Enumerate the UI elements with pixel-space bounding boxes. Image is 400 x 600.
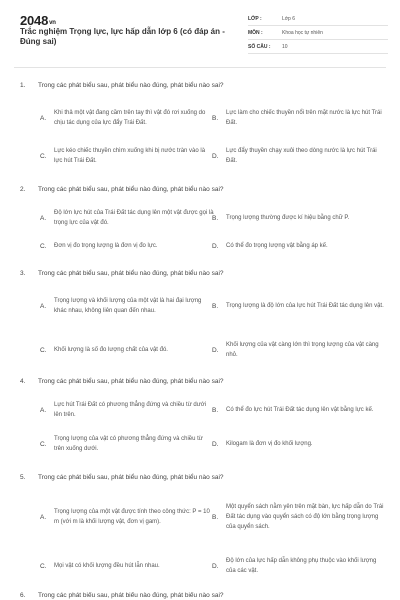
option-text: Trọng lượng là độ lớn của lực hút Trái Đất tác dụng lên vật. [226, 303, 384, 309]
option-letter: D. [212, 152, 219, 160]
option-letter: A. [40, 114, 47, 122]
option-text: Độ lớn của lực hấp dẫn không phụ thuộc vào khối lượng của các vật. [226, 558, 377, 574]
option-text: Trọng lượng của một vật được tính theo công thức: P = 10 m (với m là khối lượng vật, đơn vị gam). [54, 509, 210, 525]
question-stem [20, 186, 224, 193]
option-letter: C. [40, 346, 47, 354]
page-header [0, 0, 400, 64]
question-number: 5. [20, 474, 26, 481]
option-text: Độ lớn lực hút của Trái Đất tác dụng lên một vật được gọi là trọng lực của vật đó. [54, 210, 214, 226]
question-text: Trong các phát biểu sau, phát biểu nào đúng, phát biểu nào sai? [38, 378, 224, 385]
question-number: 1. [20, 82, 26, 89]
question-5 [0, 474, 400, 584]
option-letter: A. [40, 513, 47, 521]
quiz-meta [248, 13, 388, 54]
option-c[interactable] [38, 239, 214, 253]
option-text: Trọng lượng thường được kí hiệu bằng chữ P. [226, 215, 350, 221]
option-c[interactable] [38, 338, 214, 362]
option-b[interactable] [210, 206, 386, 230]
option-d[interactable] [210, 239, 386, 253]
meta-row-subject [248, 27, 388, 40]
question-6 [0, 592, 400, 600]
option-a[interactable] [38, 496, 214, 538]
meta-row-class [248, 13, 388, 26]
option-c[interactable] [38, 144, 214, 168]
option-text: Một quyển sách nằm yên trên mặt bàn, lực hấp dẫn do Trái Đất tác dụng vào quyển sách có độ lớn bằng trọng lượng của quyển sách. [226, 504, 384, 530]
option-letter: B. [212, 214, 219, 222]
option-text: Lực làm cho chiếc thuyền nổi trên mặt nước là lực hút Trái Đất. [226, 110, 382, 126]
option-text: Mọi vật có khối lượng đều hút lẫn nhau. [54, 563, 160, 569]
option-a[interactable] [38, 290, 214, 322]
option-b[interactable] [210, 102, 386, 134]
question-stem [20, 474, 224, 481]
option-letter: B. [212, 302, 219, 310]
option-text: Lực kéo chiếc thuyền chìm xuống khi bị nước tràn vào là lực hút Trái Đất. [54, 148, 206, 164]
meta-label: SỐ CÂU : [248, 44, 271, 50]
meta-label: LỚP : [248, 16, 262, 22]
option-text: Trọng lượng và khối lượng của một vật là hai đại lượng khác nhau, không liên quan đến nhau. [54, 298, 202, 314]
option-text: Đơn vị đo trọng lượng là đơn vị đo lực. [54, 243, 158, 249]
option-letter: A. [40, 302, 47, 310]
option-text: Lực hút Trái Đất có phương thẳng đứng và chiều từ dưới lên trên. [54, 402, 207, 418]
header-divider [14, 67, 386, 68]
page-title: Trắc nghiệm Trọng lực, lực hấp dẫn lớp 6 (có đáp án - Đúng sai) [20, 27, 225, 46]
option-letter: C. [40, 562, 47, 570]
option-letter: B. [212, 406, 219, 414]
option-text: Có thể đo trọng lượng vật bằng áp kế. [226, 243, 328, 249]
question-number: 3. [20, 270, 26, 277]
meta-row-count [248, 41, 388, 54]
question-stem [20, 378, 224, 385]
question-text: Trong các phát biểu sau, phát biểu nào đúng, phát biểu nào sai? [38, 82, 224, 89]
option-text: Khối lượng của vật càng lớn thì trọng lượng của vật càng nhỏ. [226, 342, 379, 358]
option-d[interactable] [210, 144, 386, 168]
question-4 [0, 378, 400, 468]
option-letter: B. [212, 513, 219, 521]
question-number: 6. [20, 592, 26, 599]
question-3 [0, 270, 400, 370]
option-b[interactable] [210, 398, 386, 422]
option-d[interactable] [210, 432, 386, 456]
question-text: Trong các phát biểu sau, phát biểu nào đúng, phát biểu nào sai? [38, 474, 224, 481]
option-a[interactable] [38, 398, 214, 422]
option-letter: A. [40, 406, 47, 414]
option-b[interactable] [210, 496, 386, 538]
question-text: Trong các phát biểu sau, phát biểu nào đúng, phát biểu nào sai? [38, 592, 224, 599]
option-d[interactable] [210, 338, 386, 362]
question-stem [20, 270, 224, 277]
option-letter: D. [212, 440, 219, 448]
question-1 [0, 82, 400, 182]
question-stem [20, 592, 224, 599]
question-2 [0, 186, 400, 266]
meta-value: Khoa học tự nhiên [282, 30, 323, 36]
meta-value: 10 [282, 44, 288, 50]
option-text: Khi thả một vật đang cầm trên tay thì vật đó rơi xuống do chịu tác dụng của lực đẩy Trái Đất. [54, 110, 206, 126]
option-letter: D. [212, 346, 219, 354]
logo-text: 2048 [20, 13, 49, 28]
question-stem [20, 82, 224, 89]
option-d[interactable] [210, 554, 386, 578]
option-letter: C. [40, 152, 47, 160]
option-text: Có thể đo lực hút Trái Đất tác dụng lên vật bằng lực kế. [226, 407, 374, 413]
meta-label: MÔN : [248, 30, 263, 36]
option-letter: C. [40, 242, 47, 250]
question-text: Trong các phát biểu sau, phát biểu nào đúng, phát biểu nào sai? [38, 186, 224, 193]
option-letter: B. [212, 114, 219, 122]
option-letter: D. [212, 242, 219, 250]
option-c[interactable] [38, 554, 214, 578]
site-logo[interactable] [20, 13, 56, 28]
option-a[interactable] [38, 102, 214, 134]
option-b[interactable] [210, 290, 386, 322]
option-text: Lực đẩy thuyền chạy xuôi theo dòng nước là lực hút Trái Đất. [226, 148, 377, 164]
option-text: Kilogam là đơn vị đo khối lượng. [226, 441, 313, 447]
option-letter: C. [40, 440, 47, 448]
option-c[interactable] [38, 432, 214, 456]
option-text: Trọng lượng của vật có phương thẳng đứng và chiều từ trên xuống dưới. [54, 436, 203, 452]
question-text: Trong các phát biểu sau, phát biểu nào đúng, phát biểu nào sai? [38, 270, 224, 277]
logo-suffix: vn [49, 20, 56, 26]
question-number: 4. [20, 378, 26, 385]
option-a[interactable] [38, 206, 214, 230]
meta-value: Lớp 6 [282, 16, 296, 22]
option-letter: D. [212, 562, 219, 570]
option-letter: A. [40, 214, 47, 222]
option-text: Khối lượng là số đo lượng chất của vật đó. [54, 347, 168, 353]
question-number: 2. [20, 186, 26, 193]
